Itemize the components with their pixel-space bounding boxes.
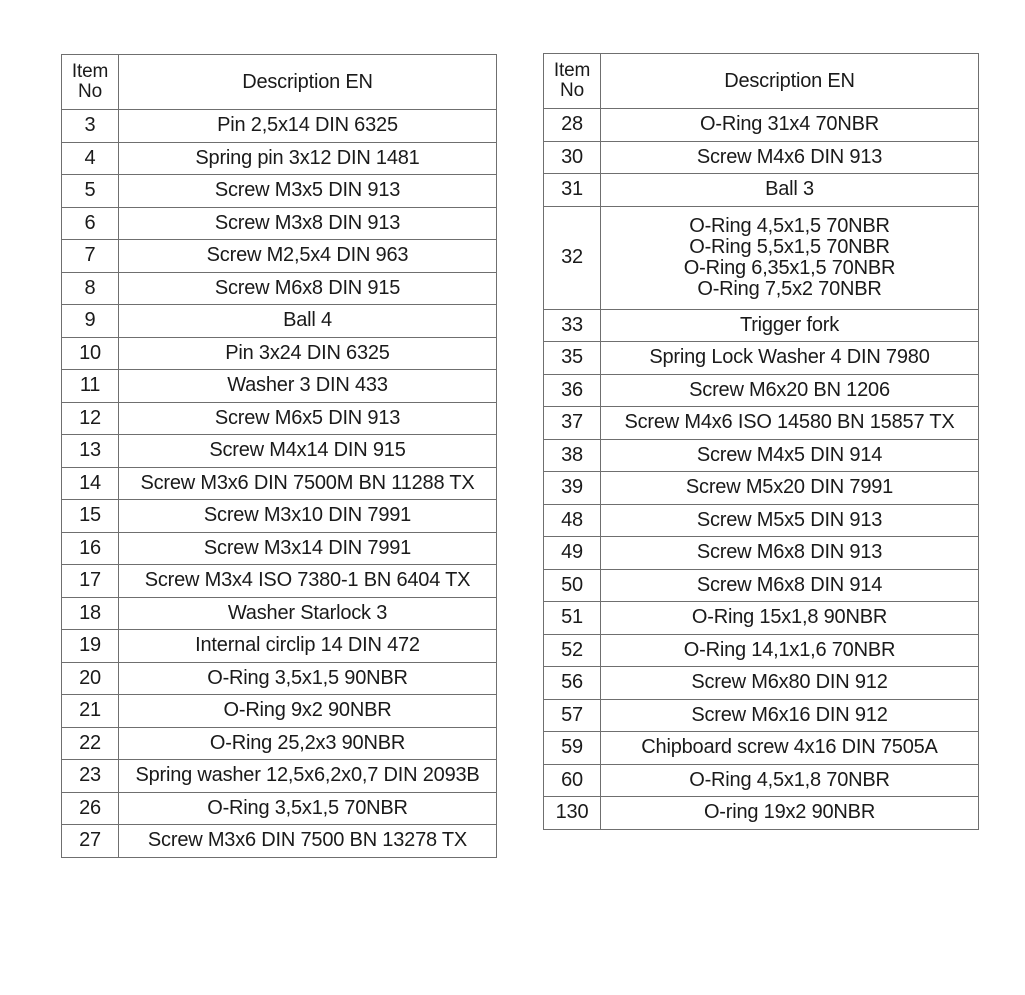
- table-row: [544, 602, 979, 635]
- table-row: [544, 109, 979, 142]
- description-cell: Screw M3x8 DIN 913: [119, 207, 497, 240]
- item-no-header-line2: No: [78, 81, 102, 102]
- item-no-cell: 31: [544, 174, 601, 207]
- table-header-row: [62, 55, 497, 110]
- table-row: [62, 435, 497, 468]
- table-row: [62, 207, 497, 240]
- item-no-cell: 5: [62, 175, 119, 208]
- description-cell: Screw M6x5 DIN 913: [119, 402, 497, 435]
- item-no-cell: 11: [62, 370, 119, 403]
- item-no-cell: 13: [62, 435, 119, 468]
- item-no-cell: 48: [544, 504, 601, 537]
- item-no-cell: 50: [544, 569, 601, 602]
- item-no-cell: 21: [62, 695, 119, 728]
- description-cell: Spring washer 12,5x6,2x0,7 DIN 2093B: [119, 760, 497, 793]
- item-no-cell: 15: [62, 500, 119, 533]
- item-no-cell: 49: [544, 537, 601, 570]
- item-no-cell: 56: [544, 667, 601, 700]
- description-cell: Pin 2,5x14 DIN 6325: [119, 110, 497, 143]
- table-row: [544, 537, 979, 570]
- description-cell: Washer 3 DIN 433: [119, 370, 497, 403]
- table-header-row: [544, 54, 979, 109]
- item-no-cell: 26: [62, 792, 119, 825]
- description-cell: Screw M6x8 DIN 915: [119, 272, 497, 305]
- item-no-cell: 38: [544, 439, 601, 472]
- description-cell: O-Ring 4,5x1,8 70NBR: [601, 764, 979, 797]
- description-cell: Internal circlip 14 DIN 472: [119, 630, 497, 663]
- table-row: [62, 175, 497, 208]
- description-cell: Washer Starlock 3: [119, 597, 497, 630]
- item-no-cell: 23: [62, 760, 119, 793]
- description-cell: Screw M4x5 DIN 914: [601, 439, 979, 472]
- parts-table-right: [543, 53, 979, 830]
- item-no-cell: 59: [544, 732, 601, 765]
- table-row: [62, 370, 497, 403]
- item-no-cell: 39: [544, 472, 601, 505]
- description-cell: O-Ring 25,2x3 90NBR: [119, 727, 497, 760]
- description-cell: Screw M4x6 DIN 913: [601, 141, 979, 174]
- description-cell: Ball 3: [601, 174, 979, 207]
- table-row: [62, 142, 497, 175]
- item-no-cell: 37: [544, 407, 601, 440]
- description-cell: Screw M4x14 DIN 915: [119, 435, 497, 468]
- description-cell: Spring Lock Washer 4 DIN 7980: [601, 342, 979, 375]
- description-header: Description EN: [119, 55, 497, 110]
- table-row: [544, 764, 979, 797]
- table-row: [62, 110, 497, 143]
- table-row: [544, 141, 979, 174]
- table-row: [62, 630, 497, 663]
- table-row: [62, 727, 497, 760]
- table-row: [544, 569, 979, 602]
- description-cell: Screw M3x5 DIN 913: [119, 175, 497, 208]
- description-cell: Screw M6x16 DIN 912: [601, 699, 979, 732]
- item-no-header-line2: No: [560, 80, 584, 101]
- item-no-cell: 18: [62, 597, 119, 630]
- table-row: [62, 565, 497, 598]
- description-cell: O-Ring 31x4 70NBR: [601, 109, 979, 142]
- description-cell: Screw M6x8 DIN 913: [601, 537, 979, 570]
- description-cell: Screw M3x14 DIN 7991: [119, 532, 497, 565]
- table-row: [544, 699, 979, 732]
- item-no-cell: 51: [544, 602, 601, 635]
- table-row: [62, 240, 497, 273]
- table-row: [544, 439, 979, 472]
- item-no-cell: 57: [544, 699, 601, 732]
- item-no-cell: 6: [62, 207, 119, 240]
- table-row: [544, 797, 979, 830]
- parts-table-left: [61, 54, 497, 858]
- table-row: [544, 174, 979, 207]
- table-row: [62, 792, 497, 825]
- table-row: [544, 504, 979, 537]
- description-cell: Trigger fork: [601, 309, 979, 342]
- item-no-cell: 17: [62, 565, 119, 598]
- item-no-cell: 9: [62, 305, 119, 338]
- table-row: [62, 760, 497, 793]
- description-cell: Screw M3x10 DIN 7991: [119, 500, 497, 533]
- item-no-cell: 32: [544, 206, 601, 309]
- description-cell: O-ring 19x2 90NBR: [601, 797, 979, 830]
- table-row: [62, 825, 497, 858]
- item-no-cell: 14: [62, 467, 119, 500]
- item-no-cell: 4: [62, 142, 119, 175]
- table-row: [62, 337, 497, 370]
- item-no-cell: 60: [544, 764, 601, 797]
- item-no-cell: 33: [544, 309, 601, 342]
- description-line: O-Ring 4,5x1,5 70NBR: [689, 214, 890, 237]
- description-cell: Screw M6x80 DIN 912: [601, 667, 979, 700]
- description-cell: Ball 4: [119, 305, 497, 338]
- item-no-header-line1: Item: [71, 61, 109, 83]
- description-cell: Screw M6x8 DIN 914: [601, 569, 979, 602]
- item-no-cell: 130: [544, 797, 601, 830]
- description-cell: Screw M5x5 DIN 913: [601, 504, 979, 537]
- description-cell: O-Ring 14,1x1,6 70NBR: [601, 634, 979, 667]
- table-row: [62, 467, 497, 500]
- item-no-cell: 30: [544, 141, 601, 174]
- item-no-cell: 28: [544, 109, 601, 142]
- description-cell: Screw M3x6 DIN 7500M BN 11288 TX: [119, 467, 497, 500]
- description-cell: O-Ring 9x2 90NBR: [119, 695, 497, 728]
- table-row: [62, 272, 497, 305]
- description-cell: Spring pin 3x12 DIN 1481: [119, 142, 497, 175]
- item-no-cell: 35: [544, 342, 601, 375]
- item-no-cell: 3: [62, 110, 119, 143]
- description-cell: Screw M5x20 DIN 7991: [601, 472, 979, 505]
- item-no-cell: 7: [62, 240, 119, 273]
- table-row: [544, 342, 979, 375]
- table-row: [62, 532, 497, 565]
- description-header: Description EN: [601, 54, 979, 109]
- table-row: [62, 500, 497, 533]
- description-cell: Pin 3x24 DIN 6325: [119, 337, 497, 370]
- description-cell: Screw M6x20 BN 1206: [601, 374, 979, 407]
- item-no-cell: 16: [62, 532, 119, 565]
- description-cell: O-Ring 3,5x1,5 70NBR: [119, 792, 497, 825]
- item-no-cell: 12: [62, 402, 119, 435]
- table-row: [544, 472, 979, 505]
- item-no-header-line1: Item: [553, 60, 591, 82]
- item-no-cell: 27: [62, 825, 119, 858]
- table-row: [544, 206, 979, 309]
- item-no-cell: 19: [62, 630, 119, 663]
- item-no-cell: 20: [62, 662, 119, 695]
- description-cell: O-Ring 3,5x1,5 90NBR: [119, 662, 497, 695]
- item-no-cell: 52: [544, 634, 601, 667]
- table-row: [62, 402, 497, 435]
- description-cell: Screw M4x6 ISO 14580 BN 15857 TX: [601, 407, 979, 440]
- description-cell: Screw M3x4 ISO 7380-1 BN 6404 TX: [119, 565, 497, 598]
- description-line: O-Ring 5,5x1,5 70NBR: [689, 235, 890, 258]
- description-cell: Screw M2,5x4 DIN 963: [119, 240, 497, 273]
- description-cell: Screw M3x6 DIN 7500 BN 13278 TX: [119, 825, 497, 858]
- description-cell: O-Ring 15x1,8 90NBR: [601, 602, 979, 635]
- item-no-cell: 22: [62, 727, 119, 760]
- table-row: [544, 309, 979, 342]
- table-row: [62, 662, 497, 695]
- item-no-header: [544, 54, 601, 109]
- description-line: O-Ring 7,5x2 70NBR: [697, 277, 882, 300]
- table-row: [62, 597, 497, 630]
- table-row: [544, 374, 979, 407]
- table-row: [544, 407, 979, 440]
- item-no-cell: 36: [544, 374, 601, 407]
- table-row: [62, 695, 497, 728]
- description-cell: [601, 206, 979, 309]
- item-no-cell: 8: [62, 272, 119, 305]
- description-line: O-Ring 6,35x1,5 70NBR: [683, 256, 896, 279]
- description-cell: Chipboard screw 4x16 DIN 7505A: [601, 732, 979, 765]
- table-row: [62, 305, 497, 338]
- item-no-header: [62, 55, 119, 110]
- table-row: [544, 667, 979, 700]
- table-row: [544, 634, 979, 667]
- table-row: [544, 732, 979, 765]
- item-no-cell: 10: [62, 337, 119, 370]
